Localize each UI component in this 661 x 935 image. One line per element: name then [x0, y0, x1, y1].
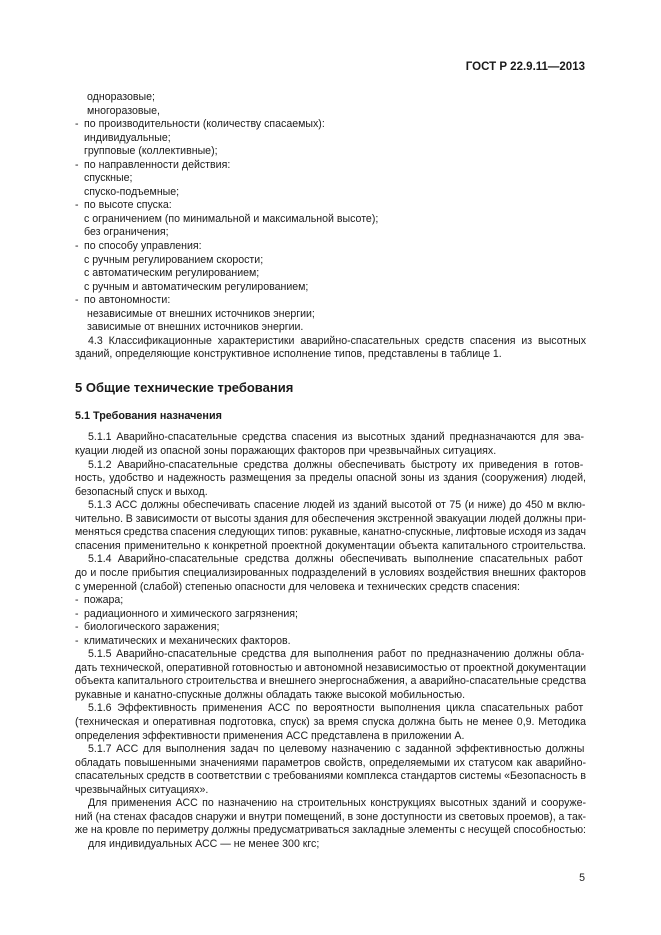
paragraph-line — [75, 797, 586, 811]
line-text: по способу управления: — [84, 240, 202, 253]
document-header: ГОСТ Р 22.9.11—2013 — [465, 61, 585, 73]
line-text: многоразовые, — [87, 104, 160, 117]
list-subitem — [75, 254, 586, 268]
paragraph-line — [75, 567, 586, 581]
paragraph-line — [75, 472, 586, 486]
line-text: зданий, определяющие конструктивное исполнение типов, представлены в таблице 1. — [75, 348, 502, 361]
list-subitem — [75, 213, 586, 227]
line-text: по высоте спуска: — [84, 199, 172, 212]
list-subitem — [75, 267, 586, 281]
line-text: (техническая и оперативная подготовка, спуск) за время спуска должна быть не менее 0,9. Методика — [75, 715, 586, 728]
paragraph-line — [75, 540, 586, 554]
list-item — [75, 240, 586, 254]
line-text: спускные; — [84, 172, 133, 185]
line-text: биологического заражения; — [84, 621, 220, 634]
page-number: 5 — [579, 872, 585, 884]
list-subitem — [75, 91, 586, 105]
line-text: климатических и механических факторов. — [84, 634, 291, 647]
paragraph-line — [75, 770, 586, 784]
line-text: рукавные и канатно-спускные должны обладать также высокой мобильностью. — [75, 688, 466, 701]
paragraph-line — [75, 499, 586, 513]
line-text: определения эффективности применения АСС представлена в приложении А. — [75, 729, 465, 742]
line-text: групповые (коллективные); — [84, 145, 218, 158]
line-text: 5.1 Требования назначения — [75, 409, 222, 422]
line-text: с ручным и автоматическим регулированием; — [84, 280, 309, 293]
list-item — [75, 594, 586, 608]
paragraph-line — [75, 459, 586, 473]
list-subitem — [75, 132, 586, 146]
line-text: индивидуальные; — [84, 131, 171, 144]
paragraph-line — [75, 581, 586, 595]
paragraph-line — [75, 445, 586, 459]
line-text: без ограничения; — [84, 226, 169, 239]
line-text: безопасный спуск и выход. — [75, 485, 208, 498]
line-text: 5.1.5 Аварийно-спасательные средства для выполнения работ по предназначению должны обла- — [88, 648, 585, 661]
list-item — [75, 159, 586, 173]
line-text: 4.3 Классификационные характеристики аварийно-спасательных средств спасения из высотных — [88, 334, 586, 347]
line-text: спасательных средств в соответствии с требованиями комплекса стандартов системы «Безопасность в — [75, 770, 586, 783]
list-subitem — [75, 145, 586, 159]
paragraph-line — [75, 431, 586, 445]
paragraph-line — [75, 811, 586, 825]
subsection-heading — [75, 410, 586, 424]
list-subitem — [75, 281, 586, 295]
line-text: Для применения АСС по назначению на строительных конструкциях высотных зданий и сооруже- — [88, 797, 586, 810]
line-text: ний (на стенах фасадов снаружи и внутри помещений, в зоне доступности из световых проемов), а так- — [75, 810, 586, 823]
line-text: с умеренной (слабой) степенью опасности для человека и технических средств спасения: — [75, 580, 520, 593]
line-text: 5 Общие технические требования — [75, 379, 294, 395]
line-text: 5.1.4 Аварийно-спасательные средства должны обеспечивать выполнение спасательных работ — [88, 553, 583, 566]
list-item — [75, 608, 586, 622]
paragraph-line — [75, 784, 586, 798]
line-text: по автономности: — [84, 294, 171, 307]
paragraph-line — [75, 689, 586, 703]
line-text: с ограничением (по минимальной и максимальной высоте); — [84, 212, 379, 225]
paragraph-line — [75, 553, 586, 567]
line-text: дать технической, оперативной готовностью и автономной независимостью от проектной документации — [75, 661, 586, 674]
line-text: зависимые от внешних источников энергии. — [87, 321, 304, 334]
list-subitem — [75, 105, 586, 119]
list-item — [75, 118, 586, 132]
list-subitem — [75, 321, 586, 335]
paragraph-line — [75, 716, 586, 730]
paragraph-line — [75, 838, 586, 852]
paragraph-line — [75, 662, 586, 676]
document-body — [75, 91, 586, 851]
line-text: спасения применительно к конкретной проектной документации объекта капитального строительства. — [75, 539, 586, 552]
line-text: 5.1.3 АСС должны обеспечивать спасение людей из зданий высотой от 75 (и ниже) до 450 м вклю- — [88, 499, 586, 512]
line-text: 5.1.7 АСС для выполнения задач по целевому назначению с заданной эффективностью должны — [88, 743, 585, 756]
paragraph-line — [75, 730, 586, 744]
line-text: куации людей из опасной зоны поражающих факторов при чрезвычайных ситуациях. — [75, 445, 497, 458]
line-text: пожара; — [84, 594, 124, 607]
line-text: чительно. В зависимости от высоты здания для обеспечения экстренной эвакуации людей должны при- — [75, 512, 586, 525]
line-text: меняться средства спасения следующих типов: рукавные, канатно-спускные, лифтовые исходя из задач — [75, 526, 586, 539]
paragraph-line — [75, 824, 586, 838]
line-text: чрезвычайных ситуациях». — [75, 783, 209, 796]
line-text: 5.1.2 Аварийно-спасательные средства должны обеспечивать быстроту их приведения в готов- — [88, 458, 584, 471]
list-item — [75, 635, 586, 649]
list-subitem — [75, 308, 586, 322]
paragraph-line — [75, 513, 586, 527]
paragraph-line — [75, 348, 586, 362]
paragraph-line — [75, 675, 586, 689]
line-text: по направленности действия: — [84, 158, 231, 171]
paragraph-line — [75, 486, 586, 500]
line-text: ность, удобство и надежность размещения за пределы опасной зоны из здания (сооружения) людей, — [75, 472, 586, 485]
paragraph-line — [75, 526, 586, 540]
list-subitem — [75, 226, 586, 240]
line-text: для индивидуальных АСС — не менее 300 кгс; — [88, 837, 320, 850]
list-item — [75, 621, 586, 635]
line-text: по производительности (количеству спасаемых): — [84, 118, 325, 131]
section-heading — [75, 380, 586, 396]
paragraph-line — [75, 757, 586, 771]
paragraph-line — [75, 335, 586, 349]
paragraph-line — [75, 702, 586, 716]
line-text: 5.1.1 Аварийно-спасательные средства спасения из высотных зданий предназначаются для эва- — [88, 431, 585, 444]
line-text: объекта капитального строительства и внешнего энергоснабжения, а аварийно-спасательные средства — [75, 675, 586, 688]
line-text: спуско-подъемные; — [84, 185, 180, 198]
line-text: же на кровле по периметру должны предусматриваться закладные элементы с несущей способностью: — [75, 824, 586, 837]
line-text: обладать повышенными значениями параметров свойств, определяемыми их статусом как аварийно- — [75, 756, 586, 769]
line-text: с ручным регулированием скорости; — [84, 253, 264, 266]
line-text: до и после прибытия специализированных подразделений в условиях воздействия внешних факторов — [75, 566, 586, 579]
line-text: независимые от внешних источников энергии; — [87, 307, 315, 320]
line-text: радиационного и химического загрязнения; — [84, 607, 298, 620]
line-text: 5.1.6 Эффективность применения АСС по вероятности выполнения цикла спасательных работ — [88, 702, 584, 715]
paragraph-line — [75, 648, 586, 662]
list-subitem — [75, 172, 586, 186]
paragraph-line — [75, 743, 586, 757]
line-text: одноразовые; — [87, 91, 155, 103]
list-item — [75, 199, 586, 213]
list-item — [75, 294, 586, 308]
line-text: с автоматическим регулированием; — [84, 267, 260, 280]
list-subitem — [75, 186, 586, 200]
